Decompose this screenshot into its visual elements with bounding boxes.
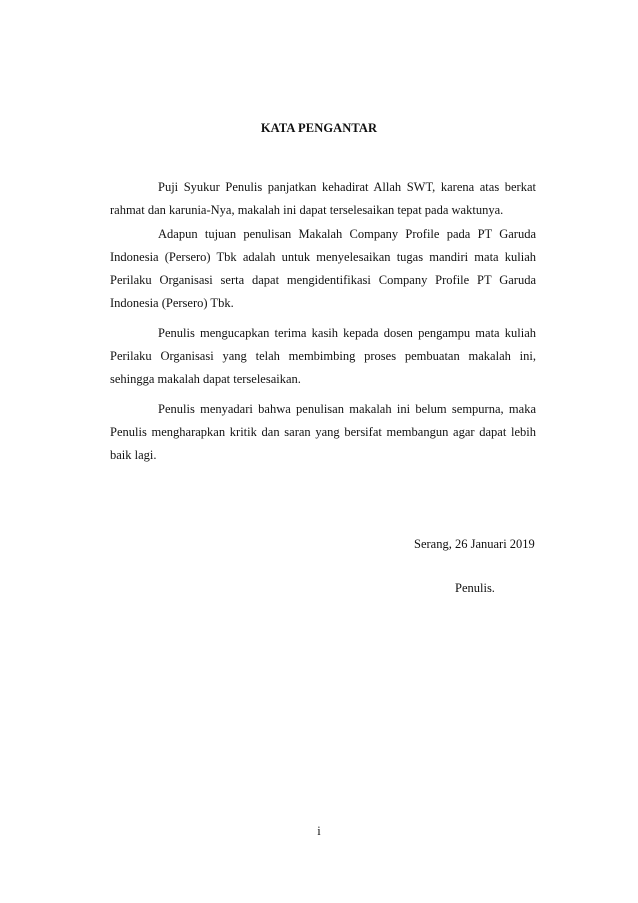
page-title: KATA PENGANTAR <box>260 121 378 135</box>
paragraph-opening: Puji Syukur Penulis panjatkan kehadirat Allah SWT, karena atas berkat rahmat dan karunia-Nya, makalah ini dapat terselesaikan tepat pada waktunya. <box>110 180 536 217</box>
paragraph-thanks: Penulis mengucapkan terima kasih kepada dosen pengampu mata kuliah Perilaku Organisasi yang telah membimbing proses pembuatan makalah ini, sehingga makalah dapat terselesaikan. <box>110 326 536 386</box>
paragraph-closing: Penulis menyadari bahwa penulisan makalah ini belum sempurna, maka Penulis mengharapkan kritik dan saran yang bersifat membangun agar dapat lebih baik lagi. <box>110 402 536 462</box>
page-number: i <box>317 824 321 838</box>
paragraph-purpose: Adapun tujuan penulisan Makalah Company Profile pada PT Garuda Indonesia (Persero) Tbk adalah untuk menyelesaikan tugas mandiri mata kuliah Perilaku Organisasi serta dapat mengidentifikasi Company Profile PT Garuda Indonesia (Persero) Tbk. <box>110 227 536 310</box>
place-date: Serang, 26 Januari 2019 <box>414 537 535 551</box>
signer: Penulis. <box>455 581 495 595</box>
